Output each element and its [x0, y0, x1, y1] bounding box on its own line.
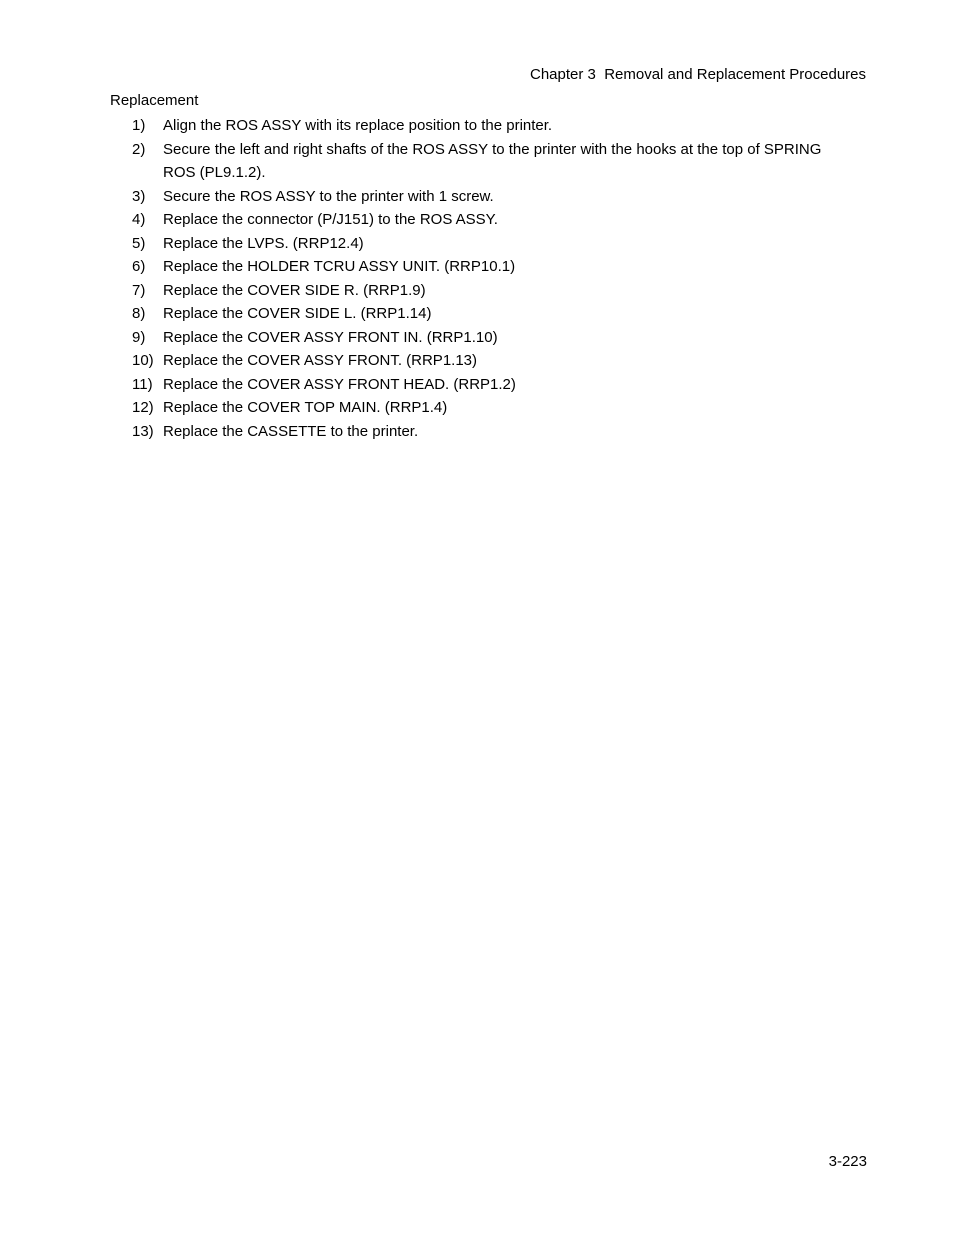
step-number: 13) [132, 422, 154, 440]
step-number: 1) [132, 117, 146, 134]
step-number: 12) [132, 399, 154, 416]
step-item [0, 255, 954, 279]
step-item [0, 138, 954, 185]
step-text: Replace the HOLDER TCRU ASSY UNIT. (RRP10.1) [163, 258, 516, 275]
step-text: Align the ROS ASSY with its replace position to the printer. [163, 117, 553, 134]
step-number: 5) [132, 234, 146, 252]
step-text: Secure the ROS ASSY to the printer with 1 screw. [163, 187, 494, 205]
step-item [0, 349, 954, 373]
step-text: Replace the COVER TOP MAIN. (RRP1.4) [163, 399, 448, 416]
step-text: Replace the COVER ASSY FRONT HEAD. (RRP1.2) [163, 375, 516, 393]
step-number: 2) [132, 140, 146, 158]
section-heading: Replacement [110, 92, 199, 109]
step-item [0, 114, 954, 138]
step-text: Replace the connector (P/J151) to the ROS ASSY. [163, 211, 498, 228]
step-text: Secure the left and right shafts of the ROS ASSY to the printer with the hooks at the top of SPRING ROS (PL9.1.2). [163, 140, 822, 181]
step-text: Replace the COVER ASSY FRONT. (RRP1.13) [163, 352, 478, 369]
step-number: 8) [132, 305, 146, 322]
step-text: Replace the COVER SIDE R. (RRP1.9) [163, 281, 426, 299]
step-number: 7) [132, 281, 146, 299]
step-item [0, 302, 954, 326]
step-number: 9) [132, 328, 146, 346]
steps-list [0, 114, 954, 443]
step-text: Replace the COVER SIDE L. (RRP1.14) [163, 305, 432, 322]
step-item [0, 232, 954, 256]
step-number: 3) [132, 187, 146, 205]
step-item [0, 326, 954, 350]
step-item [0, 185, 954, 209]
step-item [0, 279, 954, 303]
page-number: 3-223 [828, 1153, 867, 1170]
step-number: 11) [132, 375, 153, 393]
step-number: 6) [132, 258, 146, 275]
step-text: Replace the LVPS. (RRP12.4) [163, 234, 364, 252]
step-number: 4) [132, 211, 146, 228]
step-text: Replace the COVER ASSY FRONT IN. (RRP1.10) [163, 328, 498, 346]
step-number: 10) [132, 352, 154, 369]
step-item [0, 373, 954, 397]
step-text: Replace the CASSETTE to the printer. [163, 422, 419, 440]
running-header: Chapter 3 Removal and Replacement Procedures [529, 66, 866, 83]
step-item [0, 396, 954, 420]
step-item [0, 420, 954, 444]
step-item [0, 208, 954, 232]
